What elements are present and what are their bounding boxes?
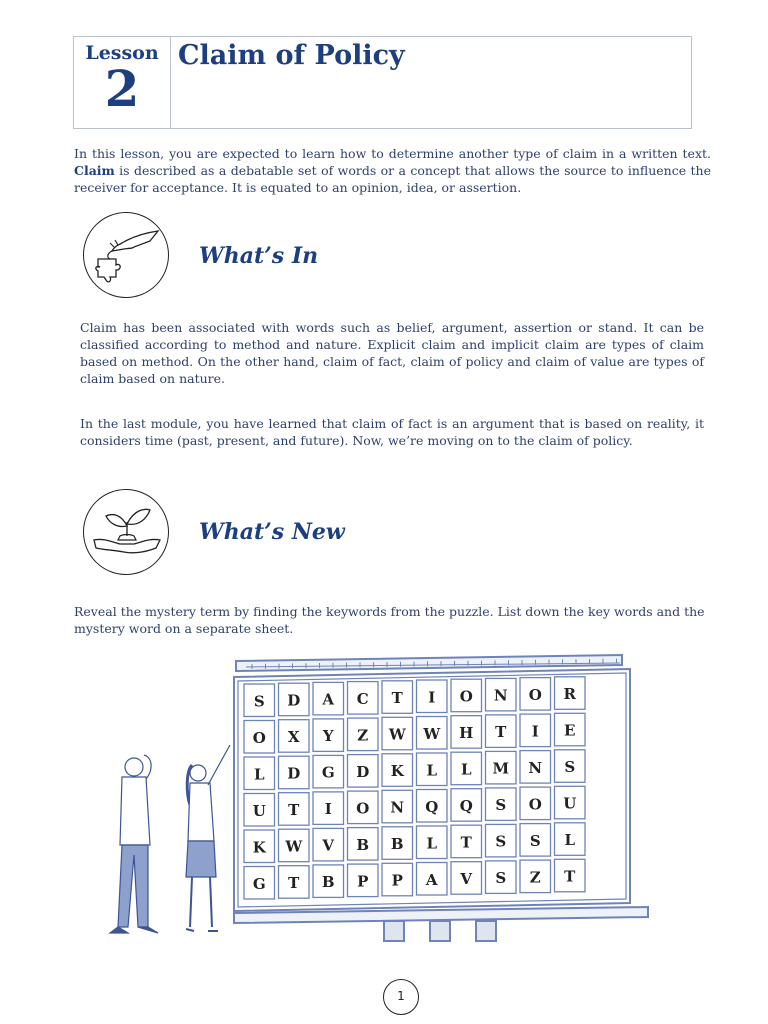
intro-paragraph (74, 145, 711, 196)
puzzle-letter: S (495, 796, 507, 815)
puzzle-letter: C (356, 689, 369, 708)
puzzle-letter: B (390, 835, 404, 854)
puzzle-letter: W (285, 837, 303, 856)
puzzle-hand-icon (83, 212, 169, 298)
puzzle-letter: P (391, 871, 403, 890)
puzzle-letter: N (528, 758, 543, 777)
whats-in-heading: What’s In (199, 243, 319, 269)
puzzle-letter: O (459, 687, 473, 706)
puzzle-letter: K (252, 838, 266, 857)
puzzle-letter: L (426, 761, 438, 780)
puzzle-letter: I (531, 722, 539, 741)
puzzle-letter: T (391, 689, 403, 708)
puzzle-letter: T (288, 800, 300, 819)
puzzle-letter: L (253, 765, 265, 784)
lesson-title: Claim of Policy (178, 40, 405, 71)
lesson-header (73, 36, 692, 129)
lesson-number: 2 (104, 59, 140, 118)
seedling-hands-icon (83, 489, 169, 575)
puzzle-letter: K (390, 762, 404, 781)
puzzle-letter: O (528, 685, 542, 704)
lesson-word: Lesson (85, 42, 159, 64)
whats-in-paragraph-1: Claim has been associated with words such as belief, argument, assertion or stand. It can be classified according to method and nature. Explicit claim and implicit claim are types of claim based on method. On the other hand, claim of fact, claim of policy and claim of value are types of claim based on nature. (80, 320, 704, 386)
puzzle-letter: N (493, 686, 508, 705)
puzzle-letter: A (425, 870, 438, 889)
puzzle-letter: L (460, 760, 472, 779)
puzzle-letter: Q (425, 797, 439, 816)
puzzle-letter: T (564, 867, 576, 886)
puzzle-letter: O (528, 795, 542, 814)
puzzle-letter: D (287, 691, 301, 710)
puzzle-letter: W (388, 725, 406, 744)
puzzle-letter: G (252, 874, 266, 893)
whats-in-paragraph-2: In the last module, you have learned that claim of fact is an argument that is based on reality, it considers time (past, present, and future). Now, we’re moving on to the claim of policy. (80, 416, 704, 448)
puzzle-letter: B (356, 835, 370, 854)
puzzle-letter: A (322, 690, 335, 709)
puzzle-letter: E (564, 721, 576, 740)
puzzle-letter: S (253, 692, 265, 711)
puzzle-letter: O (252, 728, 266, 747)
puzzle-letter: X (287, 727, 300, 746)
puzzle-letter: M (492, 759, 510, 778)
puzzle-letter: D (287, 764, 301, 783)
puzzle-letter: T (495, 723, 507, 742)
puzzle-letter: U (563, 794, 577, 813)
puzzle-letter: S (564, 758, 576, 777)
puzzle-letter: I (324, 800, 332, 819)
intro-text-1: In this lesson, you are expected to learn how to determine another type of claim in a written text. (74, 146, 711, 161)
lesson-label-cell (74, 37, 171, 128)
puzzle-letter: U (252, 801, 266, 820)
puzzle-letter: S (529, 831, 541, 850)
puzzle-letter: L (426, 834, 438, 853)
puzzle-letter: T (288, 873, 300, 892)
puzzle-letter: V (460, 869, 473, 888)
puzzle-letter: G (321, 763, 335, 782)
intro-bold-term: Claim (74, 163, 115, 178)
whats-new-heading: What’s New (199, 519, 345, 545)
puzzle-letter: B (321, 873, 335, 892)
puzzle-letter: V (322, 836, 335, 855)
puzzle-letter: L (564, 831, 576, 850)
intro-text-2: is described as a debatable set of words or a concept that allows the source to influence the receiver for acceptance. It is equated to an opinion, idea, or assertion. (74, 163, 711, 195)
puzzle-letter: Z (357, 726, 369, 745)
word-puzzle-billboard (74, 645, 664, 943)
puzzle-letter: D (356, 762, 370, 781)
puzzle-letter: O (356, 799, 370, 818)
puzzle-letter: Z (529, 868, 541, 887)
puzzle-letter: P (357, 872, 369, 891)
puzzle-letter: H (459, 723, 474, 742)
puzzle-letter: N (390, 798, 405, 817)
puzzle-letter: Y (322, 727, 334, 746)
puzzle-letter: Q (459, 796, 473, 815)
puzzle-letter: T (460, 833, 472, 852)
puzzle-letter: S (495, 832, 507, 851)
whats-new-instruction: Reveal the mystery term by finding the keywords from the puzzle. List down the key words and the mystery word on a separate sheet. (74, 604, 705, 636)
puzzle-letter: R (563, 685, 576, 704)
puzzle-letter: W (423, 724, 441, 743)
page-number: 1 (383, 979, 419, 1015)
man-figure (110, 755, 158, 933)
woman-figure (186, 745, 230, 931)
puzzle-letter: S (495, 869, 507, 888)
puzzle-letter: I (428, 688, 436, 707)
